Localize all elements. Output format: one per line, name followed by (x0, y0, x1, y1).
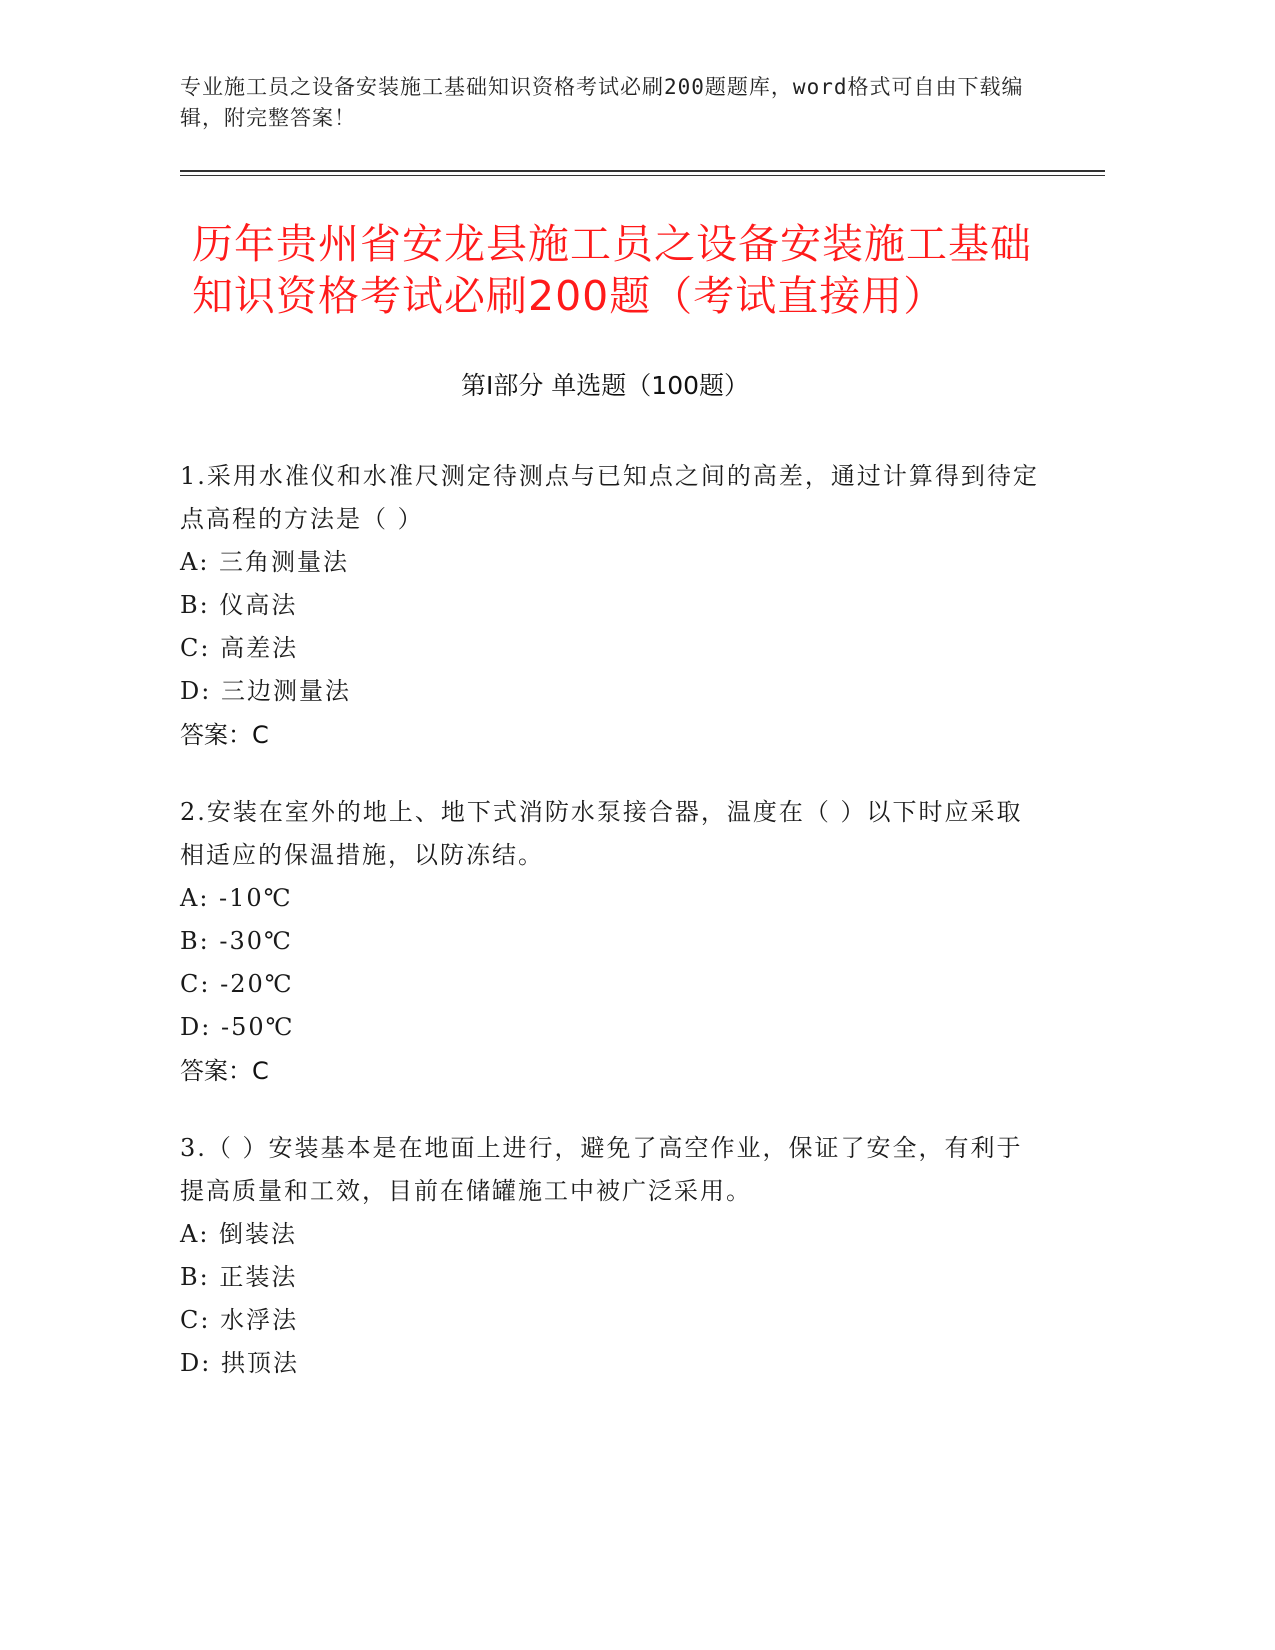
question-1 (180, 455, 1040, 757)
question-2 (180, 791, 1040, 1093)
answer: 答案：C (180, 1057, 269, 1085)
header-note: 专业施工员之设备安装施工基础知识资格考试必刷200题题库，word格式可自由下载编辑，附完整答案！ (180, 75, 1024, 130)
option-d: D: -50℃ (180, 1013, 295, 1041)
question-list (180, 455, 1040, 1419)
option-d: D: 三边测量法 (180, 677, 351, 705)
option-a: A: -10℃ (180, 884, 293, 912)
question-3 (180, 1127, 1040, 1385)
answer: 答案：C (180, 721, 269, 749)
question-stem: 3.（ ）安装基本是在地面上进行，避免了高空作业，保证了安全，有利于提高质量和工效，目前在储罐施工中被广泛采用。 (180, 1134, 1023, 1205)
option-b: B: 仪高法 (180, 591, 298, 619)
header-divider-thick (180, 170, 1105, 172)
option-c: C: 高差法 (180, 634, 299, 662)
option-c: C: 水浮法 (180, 1306, 299, 1334)
option-b: B: 正装法 (180, 1263, 298, 1291)
option-d: D: 拱顶法 (180, 1349, 299, 1377)
header-divider-thin (180, 175, 1105, 176)
document-title: 历年贵州省安龙县施工员之设备安装施工基础知识资格考试必刷200题（考试直接用） (192, 220, 1032, 320)
question-stem: 1.采用水准仪和水准尺测定待测点与已知点之间的高差，通过计算得到待定点高程的方法是（ ） (180, 462, 1039, 533)
option-c: C: -20℃ (180, 970, 294, 998)
option-b: B: -30℃ (180, 927, 293, 955)
option-a: A: 倒装法 (180, 1220, 298, 1248)
option-a: A: 三角测量法 (180, 548, 350, 576)
question-stem: 2.安装在室外的地上、地下式消防水泵接合器，温度在（ ）以下时应采取相适应的保温措施，以防冻结。 (180, 798, 1023, 869)
section-heading: 第Ⅰ部分 单选题（100题） (460, 371, 750, 400)
